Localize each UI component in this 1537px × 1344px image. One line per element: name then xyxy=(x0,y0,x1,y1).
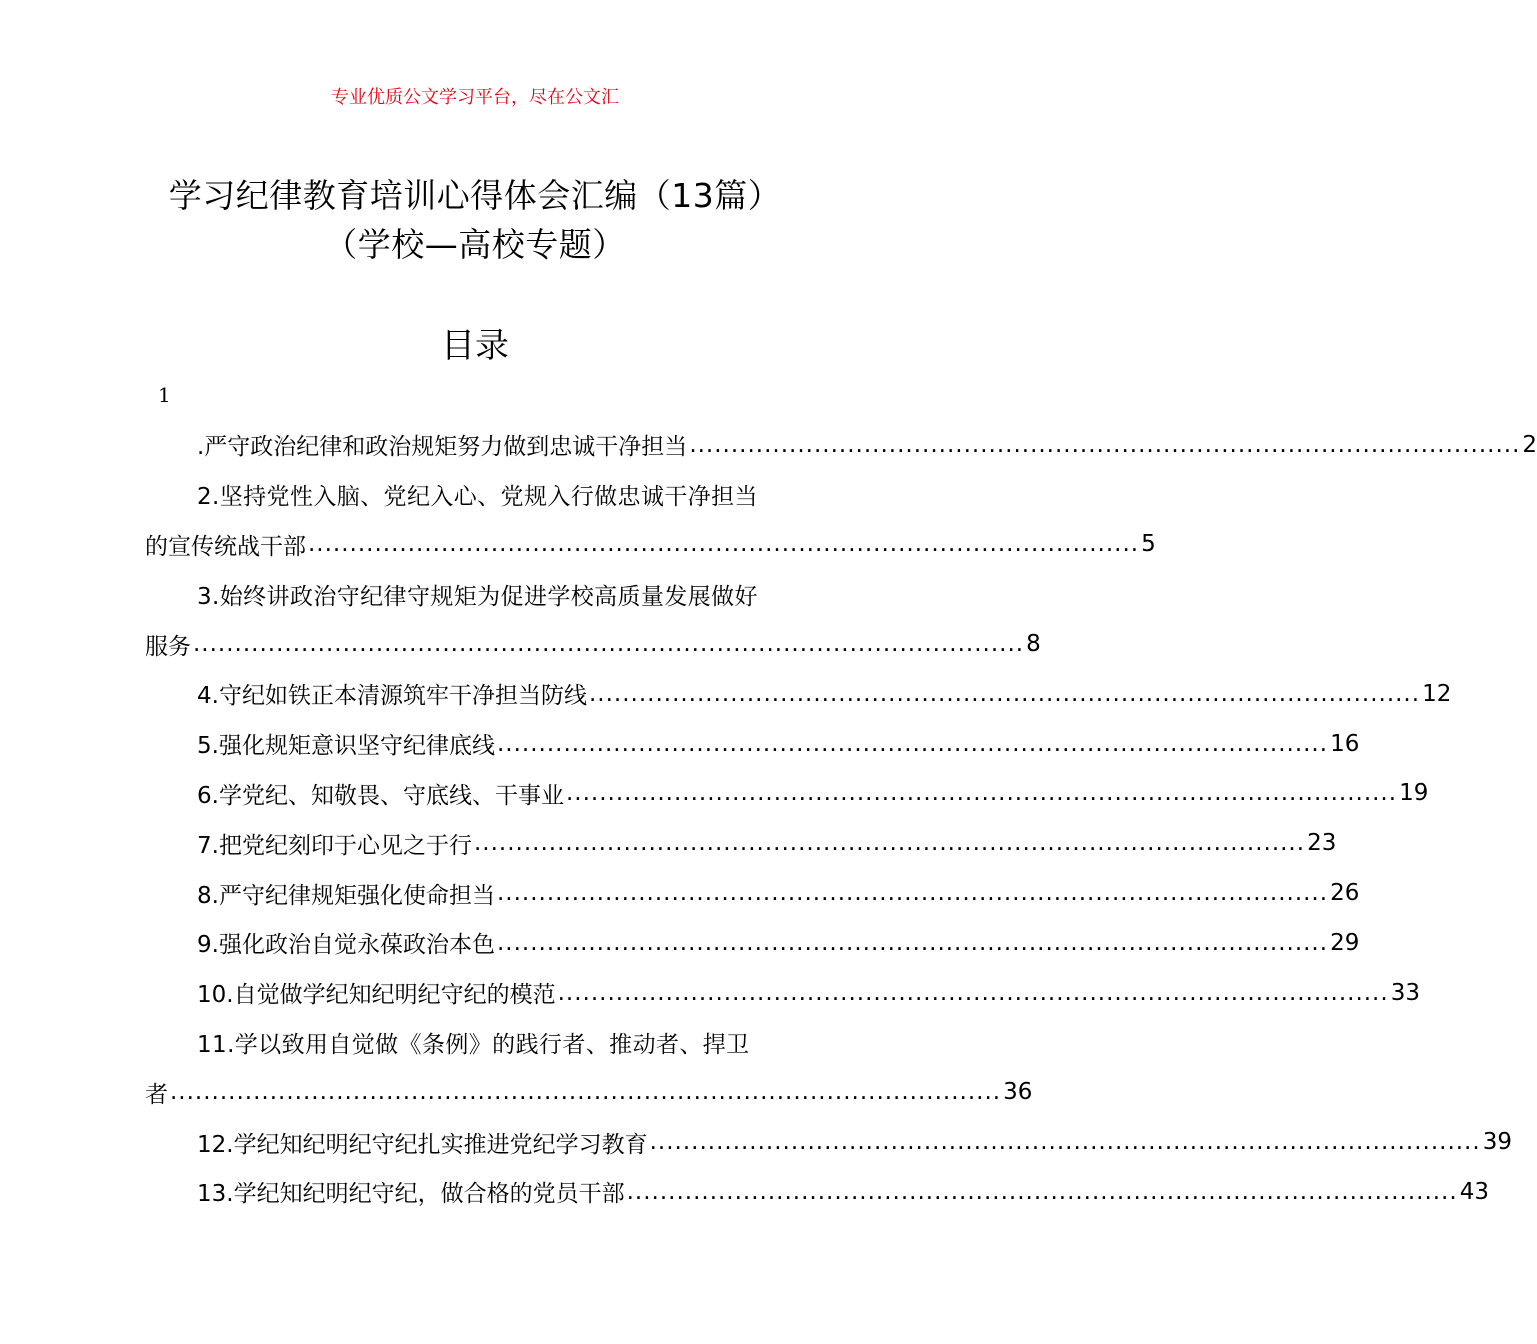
toc-entry[interactable] xyxy=(145,669,1452,719)
toc-entry-page: 12 xyxy=(1422,680,1452,707)
table-of-contents xyxy=(145,420,1537,1217)
toc-entry[interactable] xyxy=(145,769,1429,819)
toc-entry[interactable] xyxy=(145,1167,1489,1217)
toc-entry-title: 5.强化规矩意识坚守纪律底线 xyxy=(197,733,495,760)
toc-entry-page: 23 xyxy=(1307,830,1337,857)
dot-leader: .................................................................................................... xyxy=(588,680,1421,707)
toc-entry-title: 8.严守纪律规矩强化使命担当 xyxy=(197,882,495,909)
toc-entry-page: 19 xyxy=(1399,780,1429,807)
dot-leader: .................................................................................................... xyxy=(496,880,1329,907)
toc-entry-title: 6.学党纪、知敬畏、守底线、干事业 xyxy=(197,782,564,809)
dot-leader: .................................................................................................... xyxy=(496,730,1329,757)
toc-entry[interactable] xyxy=(145,818,1337,868)
toc-entry-page: 43 xyxy=(1459,1178,1489,1205)
header-banner: 专业优质公文学习平台，尽在公文汇 xyxy=(331,87,619,108)
toc-entry-title: 7.把党纪刻印于心见之于行 xyxy=(197,832,472,859)
toc-entry[interactable] xyxy=(145,420,1537,470)
dot-leader: .................................................................................................... xyxy=(626,1178,1458,1205)
toc-entry[interactable] xyxy=(145,1117,1512,1167)
toc-entry[interactable] xyxy=(145,470,805,520)
page-number-marker: 1 xyxy=(158,383,171,407)
dot-leader: .................................................................................................... xyxy=(689,431,1521,458)
toc-entry-title: 3.始终讲政治守纪律守规矩为促进学校高质量发展做好 xyxy=(197,583,758,610)
document-subtitle: （学校—高校专题） xyxy=(324,225,626,264)
toc-entry-page: 29 xyxy=(1330,929,1360,956)
dot-leader: .................................................................................................... xyxy=(565,780,1398,807)
toc-entry[interactable] xyxy=(145,968,1420,1018)
toc-entry-page: 36 xyxy=(1003,1079,1033,1106)
toc-entry-title: 12.学纪知纪明纪守纪扎实推进党纪学习教育 xyxy=(197,1131,648,1158)
toc-entry[interactable] xyxy=(145,719,1360,769)
dot-leader: .................................................................................................... xyxy=(308,531,1140,558)
toc-entry-page: 33 xyxy=(1390,979,1420,1006)
toc-entry-title: .严守政治纪律和政治规矩努力做到忠诚干净担当 xyxy=(197,434,688,461)
toc-entry[interactable] xyxy=(145,569,805,619)
toc-entry-title-continued: 者 xyxy=(145,1081,168,1108)
toc-entry-page: 8 xyxy=(1026,631,1041,658)
toc-entry-page: 26 xyxy=(1330,880,1360,907)
toc-entry-title-continued: 的宣传统战干部 xyxy=(145,533,306,560)
toc-entry-page: 39 xyxy=(1482,1129,1512,1156)
dot-leader: .................................................................................................... xyxy=(473,830,1306,857)
toc-entry-page: 16 xyxy=(1330,730,1360,757)
dot-leader: .................................................................................................... xyxy=(170,1079,1002,1106)
document-title: 学习纪律教育培训心得体会汇编（13篇） xyxy=(168,176,782,215)
toc-heading: 目录 xyxy=(441,326,509,366)
toc-entry-continuation[interactable] xyxy=(145,520,1156,570)
dot-leader: .................................................................................................... xyxy=(496,929,1329,956)
toc-entry[interactable] xyxy=(145,1018,805,1068)
toc-entry-title: 4.守纪如铁正本清源筑牢干净担当防线 xyxy=(197,683,587,710)
toc-entry-title: 13.学纪知纪明纪守纪，做合格的党员干部 xyxy=(197,1181,625,1208)
dot-leader: .................................................................................................... xyxy=(649,1129,1481,1156)
toc-entry-title: 9.强化政治自觉永葆政治本色 xyxy=(197,932,495,959)
dot-leader: .................................................................................................... xyxy=(557,979,1389,1006)
toc-entry-page: 2 xyxy=(1522,431,1537,458)
toc-entry-title: 11.学以致用自觉做《条例》的践行者、推动者、捍卫 xyxy=(197,1031,750,1058)
dot-leader: .................................................................................................... xyxy=(193,631,1025,658)
toc-entry-title: 2.坚持党性入脑、党纪入心、党规入行做忠诚干净担当 xyxy=(197,484,758,511)
toc-entry-page: 5 xyxy=(1141,531,1156,558)
toc-entry[interactable] xyxy=(145,918,1360,968)
toc-entry-continuation[interactable] xyxy=(145,1067,1033,1117)
toc-entry-title-continued: 服务 xyxy=(145,633,191,660)
toc-entry[interactable] xyxy=(145,868,1360,918)
toc-entry-title: 10.自觉做学纪知纪明纪守纪的模范 xyxy=(197,982,556,1009)
toc-entry-continuation[interactable] xyxy=(145,619,1041,669)
